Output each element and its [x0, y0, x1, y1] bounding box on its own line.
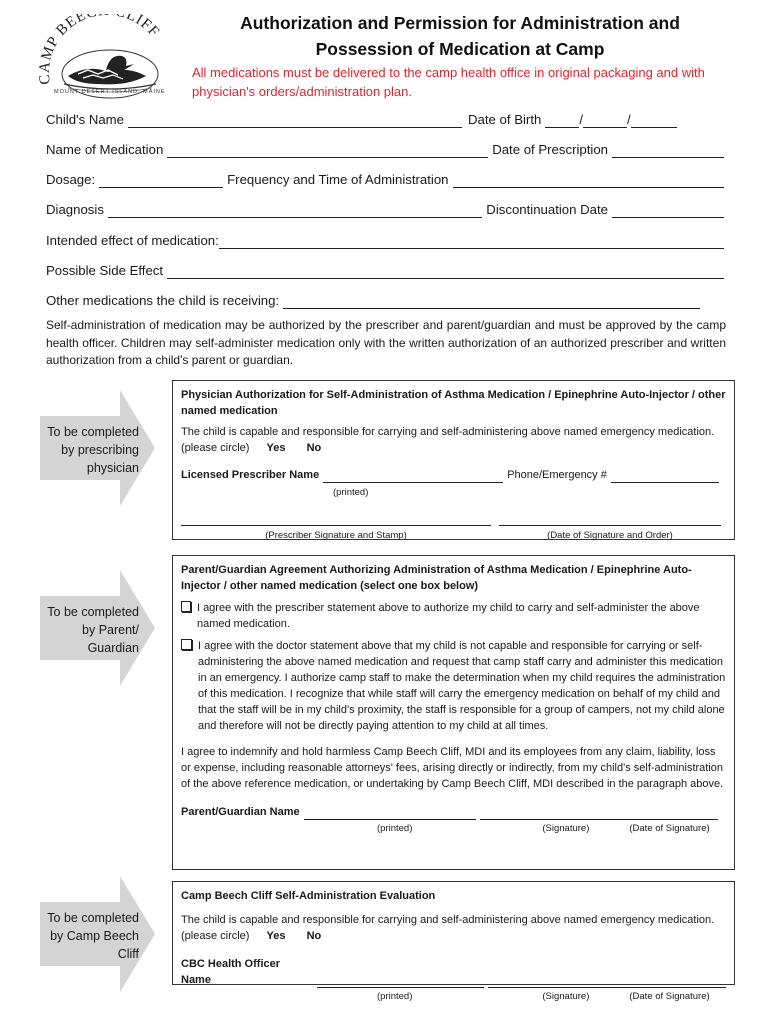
dob-label: Date of Birth	[468, 112, 542, 127]
prescription-date-field[interactable]	[612, 143, 724, 158]
phone-label: Phone/Emergency #	[507, 469, 607, 481]
medication-label: Name of Medication	[46, 142, 164, 157]
diagnosis-label: Diagnosis	[46, 202, 104, 217]
medication-field[interactable]	[167, 143, 488, 158]
prescriber-name-label: Licensed Prescriber Name	[181, 469, 320, 481]
intended-effect-label: Intended effect of medication:	[46, 233, 219, 248]
officer-name-field[interactable]	[317, 975, 485, 988]
dob-day-field[interactable]	[583, 113, 627, 128]
frequency-label: Frequency and Time of Administration	[227, 172, 449, 187]
cbc-section: Camp Beech Cliff Self-Administration Evaluation The child is capable and responsible for carrying and self-administering above named emergency medication. (please circle) Yes No CBC Health Officer Name (printed) (Signature) (Date of Signature)	[172, 881, 735, 985]
discontinuation-label: Discontinuation Date	[486, 202, 608, 217]
intro-paragraph: Self-administration of medication may be authorized by the prescriber and parent/guardian and must be approved by the camp health officer. Children may self-administer medication only with the written authorization of an authorized prescriber and written authorization from a child's parent or guardian.	[46, 318, 726, 367]
prescriber-date-field[interactable]	[499, 513, 721, 526]
diagnosis-row	[46, 198, 724, 218]
guardian-signature-field[interactable]	[480, 807, 718, 820]
dob-year-field[interactable]	[631, 113, 677, 128]
diagnosis-field[interactable]	[108, 203, 482, 218]
phone-field[interactable]	[611, 470, 719, 483]
officer-signature-field[interactable]	[488, 975, 726, 988]
discontinuation-field[interactable]	[612, 203, 724, 218]
physician-yes-option[interactable]: Yes	[266, 442, 286, 454]
childs-name-field[interactable]	[128, 113, 462, 128]
prescriber-signature-field[interactable]	[181, 513, 491, 526]
guardian-option-2: I agree with the doctor statement above that my child is not capable and responsible for carrying or self-administering the above named medication and request that camp staff carry and administer this medication in an emergency. I authorize camp staff to make the determination when my child requires the administration of this medication. I recognize that while staff will carry the emergency medication on behalf of my child and that the staff will be in my child's proximity, the staff is responsible for a group of campers, not my child alone and therefore will not be directly paying attention to my child at all times.	[181, 638, 726, 734]
cbc-no-option[interactable]: No	[306, 930, 322, 942]
dosage-row	[46, 168, 724, 188]
officer-name-label: CBC Health Officer Name	[181, 958, 281, 986]
side-effect-label: Possible Side Effect	[46, 263, 164, 278]
physician-heading: Physician Authorization for Self-Administration of Asthma Medication / Epinephrine Auto-Injector / other named medication	[181, 389, 726, 417]
other-meds-label: Other medications the child is receiving:	[46, 293, 280, 308]
camp-logo	[28, 14, 178, 104]
logo-location: MOUNT DESERT ISLAND, MAINE	[54, 89, 166, 95]
intended-effect-field[interactable]	[219, 234, 724, 249]
cbc-arrow: To be completed by Camp Beech Cliff	[40, 876, 155, 992]
physician-statement: The child is capable and responsible for carrying and self-administering above named emergency medication. (please circle) Yes No	[181, 426, 715, 454]
physician-section: Physician Authorization for Self-Administration of Asthma Medication / Epinephrine Auto-Injector / other named medication The child is capable and responsible for carrying and self-administering above named emergency medication. (please circle) Yes No Licensed Prescriber Name Phone/Emergency # (printed) (Prescriber Signature and Stamp) (Date of Signature and Order)	[172, 380, 735, 540]
guardian-heading: Parent/Guardian Agreement Authorizing Administration of Asthma Medication / Epinephrine Auto-Injector / other named medication (select one box below)	[181, 564, 692, 592]
other-meds-field[interactable]	[283, 294, 700, 309]
logo-name: CAMP BEE LIFF	[36, 14, 163, 86]
guardian-section: Parent/Guardian Agreement Authorizing Administration of Asthma Medication / Epinephrine Auto-Injector / other named medication (select one box below) I agree with the prescriber statement above to authorize my child to carry and self-administer the above named medication. I agree with the doctor statement above that my child is not capable and responsible for carrying or self-administering the above named medication and request that camp staff carry and administer this medication in an emergency. I authorize camp staff to make the determination when my child requires the administration of this medication. I recognize that while staff will carry the emergency medication on behalf of my child and that the staff will be in my child's proximity, the staff is responsible for a group of campers, not my child alone and therefore will not be directly paying attention to my child at all times. I agree to indemnify and hold harmless Camp Beech Cliff, MDI and its employees from any claim, liability, loss or expense, including reasonable attorneys' fees, arising directly or indirectly, from my child's self-administration of the above reference medication, or undertaking by Camp Beech Cliff, MDI described in the paragraph above. Parent/Guardian Name (printed) (Signature) (Date of Signature)	[172, 555, 735, 870]
side-effect-row	[46, 259, 724, 279]
medication-row	[46, 138, 724, 158]
childs-name-row: Child's Name Date of Birth / /	[46, 108, 724, 128]
frequency-field[interactable]	[453, 173, 725, 188]
prescription-date-label: Date of Prescription	[492, 142, 608, 157]
guardian-name-label: Parent/Guardian Name	[181, 806, 300, 818]
physician-no-option[interactable]: No	[306, 442, 322, 454]
physician-arrow: To be completed by prescribing physician	[40, 390, 155, 506]
side-effect-field[interactable]	[167, 264, 724, 279]
page-title: Authorization and Permission for Administration and Possession of Medication at Camp	[240, 13, 680, 59]
option2-checkbox[interactable]	[181, 639, 192, 650]
cbc-yes-option[interactable]: Yes	[266, 930, 286, 942]
childs-name-label: Child's Name	[46, 112, 125, 127]
delivery-notice: All medications must be delivered to the camp health office in original packaging and with physician's orders/administration plan.	[192, 65, 705, 99]
guardian-arrow: To be completed by Parent/ Guardian	[40, 570, 155, 686]
dob-month-field[interactable]	[545, 113, 579, 128]
guardian-option-1: I agree with the prescriber statement above to authorize my child to carry and self-administer the above named medication.	[181, 600, 726, 632]
other-meds-row	[46, 289, 700, 309]
indemnify-text: I agree to indemnify and hold harmless Camp Beech Cliff, MDI and its employees from any claim, liability, loss or expense, including reasonable attorneys' fees, arising directly or indirectly, from my child's self-administration of the above reference medication, or undertaking by Camp Beech Cliff, MDI described in the paragraph above.	[181, 746, 724, 790]
cbc-heading: Camp Beech Cliff Self-Administration Evaluation	[181, 890, 436, 902]
cbc-statement: The child is capable and responsible for carrying and self-administering above named emergency medication. (please circle) Yes No	[181, 914, 715, 942]
dosage-field[interactable]	[99, 173, 223, 188]
guardian-name-field[interactable]	[304, 807, 476, 820]
option1-checkbox[interactable]	[181, 601, 191, 612]
intended-effect-row	[46, 229, 724, 249]
dosage-label: Dosage:	[46, 172, 96, 187]
prescriber-name-field[interactable]	[323, 470, 503, 483]
